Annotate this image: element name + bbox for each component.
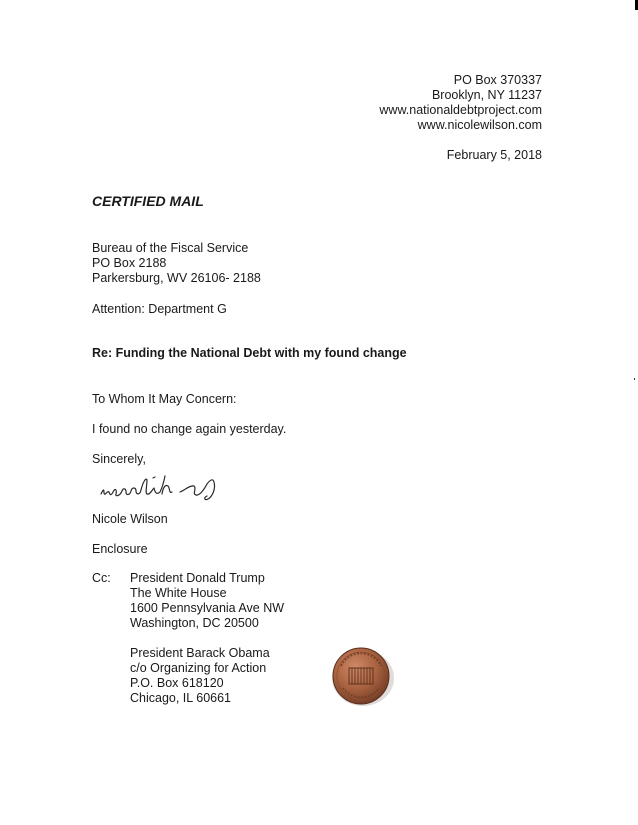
subject-line: Re: Funding the National Debt with my found change bbox=[92, 346, 407, 360]
attention-line: Attention: Department G bbox=[92, 302, 227, 316]
sender-address-block bbox=[379, 73, 542, 133]
handwritten-signature bbox=[95, 466, 225, 512]
sender-website2: www.nicolewilson.com bbox=[417, 118, 542, 132]
enclosure-note: Enclosure bbox=[92, 542, 148, 556]
sender-address-line1: PO Box 370337 bbox=[453, 73, 542, 87]
recipient-address-line1: PO Box 2188 bbox=[92, 256, 167, 270]
cc-line: c/o Organizing for Action bbox=[130, 661, 267, 675]
salutation: To Whom It May Concern: bbox=[92, 392, 237, 406]
cc-line: Chicago, IL 60661 bbox=[130, 691, 232, 705]
cc-line: 1600 Pennsylvania Ave NW bbox=[130, 601, 285, 615]
cc-line: President Donald Trump bbox=[130, 571, 265, 585]
cc-line: President Barack Obama bbox=[130, 646, 270, 660]
recipient-address-block bbox=[92, 241, 261, 286]
recipient-name: Bureau of the Fiscal Service bbox=[92, 241, 249, 255]
cc-recipient-trump bbox=[130, 571, 284, 631]
penny-coin-image bbox=[327, 644, 397, 712]
scan-speck bbox=[634, 378, 635, 380]
closing: Sincerely, bbox=[92, 452, 146, 466]
cc-recipient-obama bbox=[130, 646, 270, 706]
signer-name: Nicole Wilson bbox=[92, 512, 168, 526]
recipient-address-line2: Parkersburg, WV 26106- 2188 bbox=[92, 271, 261, 285]
certified-mail-heading: CERTIFIED MAIL bbox=[92, 193, 204, 209]
cc-line: Washington, DC 20500 bbox=[130, 616, 259, 630]
cc-line: The White House bbox=[130, 586, 227, 600]
sender-website1: www.nationaldebtproject.com bbox=[379, 103, 542, 117]
sender-address-line2: Brooklyn, NY 11237 bbox=[431, 88, 542, 102]
letter-date: February 5, 2018 bbox=[446, 148, 542, 162]
cc-line: P.O. Box 618120 bbox=[130, 676, 224, 690]
cc-label: Cc: bbox=[92, 571, 111, 585]
letter-body: I found no change again yesterday. bbox=[92, 422, 287, 436]
